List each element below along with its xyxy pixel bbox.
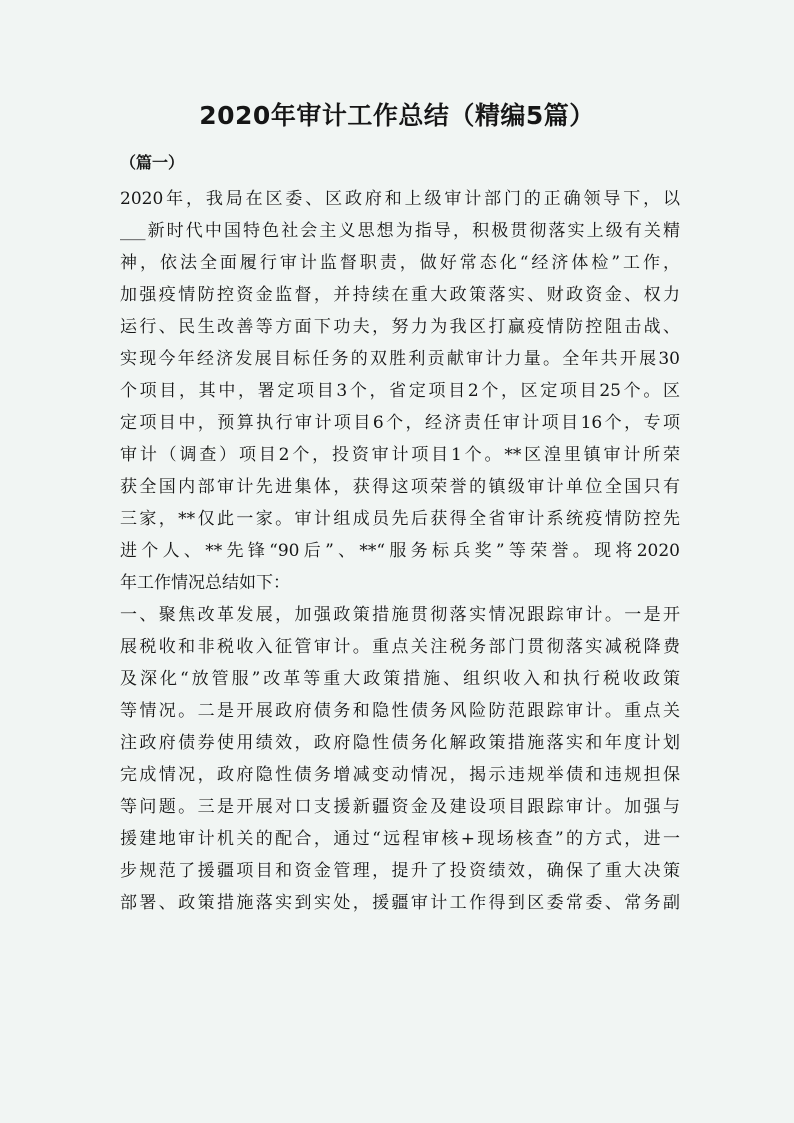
body-line: 实现今年经济发展目标任务的双胜利贡献审计力量。全年共开展30 — [120, 349, 680, 369]
body-line: 加强疫情防控资金监督，并持续在重大政策落实、财政资金、权力 — [120, 285, 680, 305]
body-line: 援建地审计机关的配合，通过“远程审核+现场核查”的方式，进一 — [120, 829, 680, 849]
body-line: 注政府债券使用绩效，政府隐性债务化解政策措施落实和年度计划 — [120, 733, 680, 753]
document-body — [120, 183, 680, 919]
body-line: 定项目中，预算执行审计项目6个，经济责任审计项目16个，专项 — [120, 413, 680, 433]
body-line: 等问题。三是开展对口支援新疆资金及建设项目跟踪审计。加强与 — [120, 797, 680, 817]
body-line: 等情况。二是开展政府债务和隐性债务风险防范跟踪审计。重点关 — [120, 701, 680, 721]
body-line: 及深化“放管服”改革等重大政策措施、组织收入和执行税收政策 — [120, 669, 680, 689]
body-line: 神，依法全面履行审计监督职责，做好常态化“经济体检”工作， — [120, 253, 680, 273]
body-line: 完成情况，政府隐性债务增减变动情况，揭示违规举债和违规担保 — [120, 765, 680, 785]
body-line: 年工作情况总结如下： — [120, 573, 290, 593]
body-line: 2020年，我局在区委、区政府和上级审计部门的正确领导下，以 — [120, 189, 680, 209]
body-line: 三家，**仅此一家。审计组成员先后获得全省审计系统疫情防控先 — [120, 509, 680, 529]
body-line: 个项目，其中，署定项目3个，省定项目2个，区定项目25个。区 — [120, 381, 680, 401]
body-line: ___新时代中国特色社会主义思想为指导，积极贯彻落实上级有关精 — [120, 221, 680, 241]
body-line: 进个人、**先锋“90后”、**“服务标兵奖”等荣誉。现将2020 — [120, 541, 680, 561]
body-line: 步规范了援疆项目和资金管理，提升了投资绩效，确保了重大决策 — [120, 861, 680, 881]
section-label: （篇一） — [120, 153, 185, 172]
body-line: 部署、政策措施落实到实处，援疆审计工作得到区委常委、常务副 — [120, 893, 680, 913]
body-line: 获全国内部审计先进集体，获得这项荣誉的镇级审计单位全国只有 — [120, 477, 680, 497]
body-line: 审计（调查）项目2个，投资审计项目1个。**区湟里镇审计所荣 — [120, 445, 680, 465]
body-line: 运行、民生改善等方面下功夫，努力为我区打赢疫情防控阻击战、 — [120, 317, 680, 337]
body-line: 展税收和非税收入征管审计。重点关注税务部门贯彻落实减税降费 — [120, 637, 680, 657]
document-title: 2020年审计工作总结（精编5篇） — [199, 101, 595, 130]
body-line: 一、聚焦改革发展，加强政策措施贯彻落实情况跟踪审计。一是开 — [120, 605, 680, 625]
